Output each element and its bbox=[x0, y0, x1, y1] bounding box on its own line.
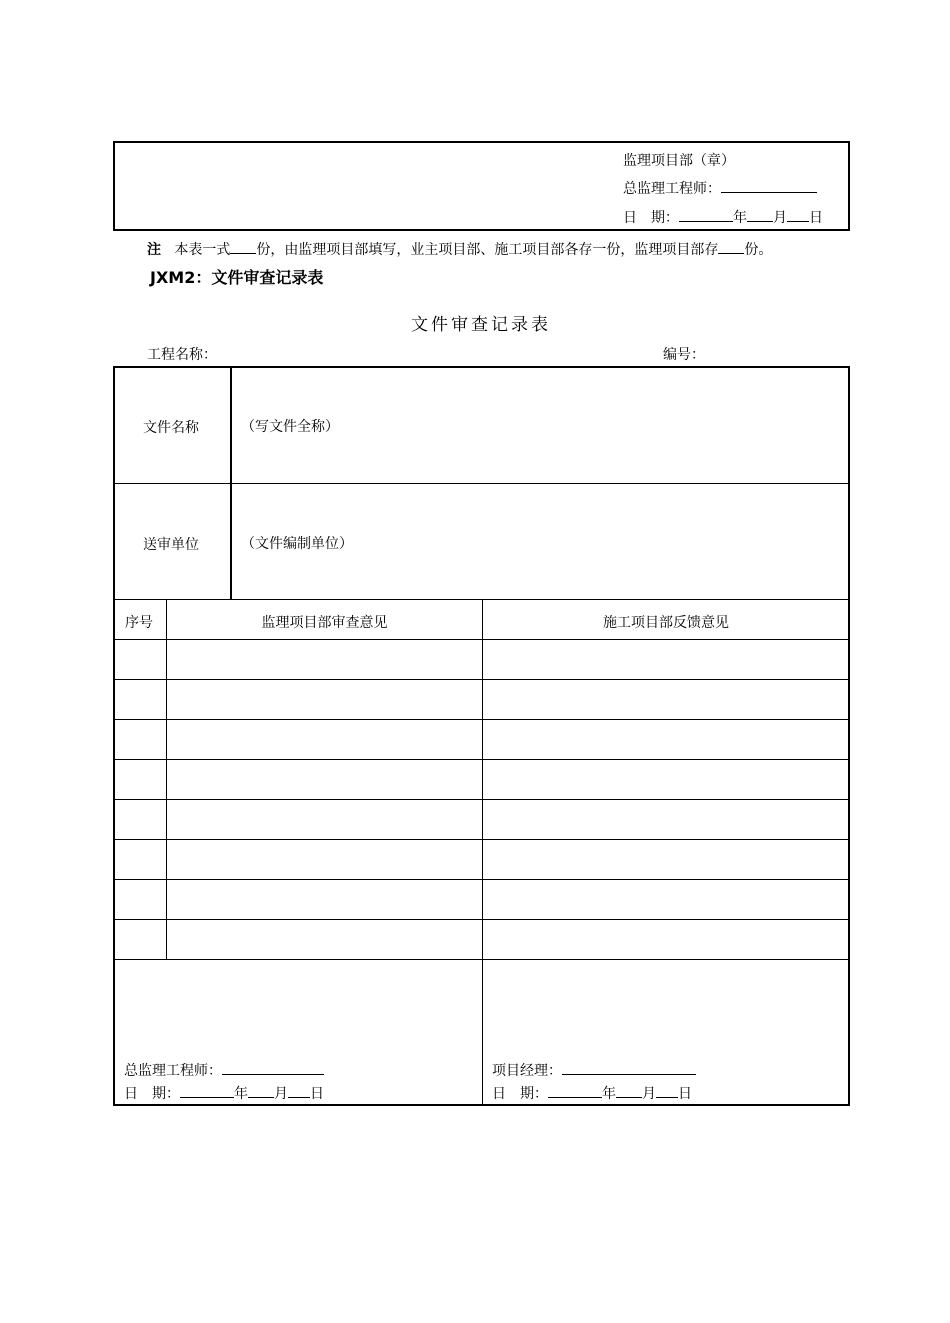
note-text-b: 份，由监理项目部填写，业主项目部、施工项目部各存一份，监理项目部存 bbox=[256, 242, 719, 258]
table-row[interactable] bbox=[115, 920, 848, 959]
chief-engineer-blank[interactable] bbox=[721, 178, 817, 193]
left-year-blank[interactable] bbox=[180, 1083, 234, 1098]
left-day-blank[interactable] bbox=[288, 1083, 310, 1098]
file-name-label: 文件名称 bbox=[143, 420, 199, 436]
note-keep-blank[interactable] bbox=[718, 239, 744, 254]
header-construction-feedback: 施工项目部反馈意见 bbox=[603, 615, 729, 631]
table-row[interactable] bbox=[115, 800, 848, 839]
right-year-blank[interactable] bbox=[548, 1083, 602, 1098]
left-month-blank[interactable] bbox=[248, 1083, 274, 1098]
form-code-heading: JXM2：文件审查记录表 bbox=[150, 268, 324, 287]
chief-engineer-sign-label: 总监理工程师： bbox=[124, 1063, 222, 1079]
top-month-label: 月 bbox=[773, 210, 787, 226]
right-date-label: 日 期： bbox=[492, 1086, 548, 1102]
table-row[interactable] bbox=[115, 720, 848, 759]
chief-engineer-text: 总监理工程师： bbox=[623, 181, 721, 197]
note-label: 注 bbox=[147, 242, 161, 258]
serial-no-label: 编号： bbox=[663, 347, 705, 363]
top-date-line bbox=[623, 207, 823, 227]
label-column-divider bbox=[230, 366, 232, 599]
table-row[interactable] bbox=[115, 760, 848, 799]
header-supervision-opinion: 监理项目部审查意见 bbox=[261, 615, 388, 631]
right-day-blank[interactable] bbox=[656, 1083, 678, 1098]
top-year-label: 年 bbox=[733, 210, 747, 226]
top-day-label: 日 bbox=[809, 210, 823, 226]
left-day-label: 日 bbox=[310, 1086, 324, 1102]
form-title: 文件审查记录表 bbox=[411, 315, 551, 335]
submit-unit-label: 送审单位 bbox=[143, 537, 199, 553]
top-day-blank[interactable] bbox=[787, 207, 809, 222]
header-serial: 序号 bbox=[125, 615, 153, 631]
note-copies-blank[interactable] bbox=[230, 239, 256, 254]
left-month-label: 月 bbox=[274, 1086, 288, 1102]
right-month-label: 月 bbox=[642, 1086, 656, 1102]
chief-engineer-sign-blank[interactable] bbox=[222, 1060, 324, 1075]
top-date-label: 日 期： bbox=[623, 210, 679, 226]
project-name-label: 工程名称： bbox=[147, 347, 217, 363]
right-year-label: 年 bbox=[602, 1086, 616, 1102]
project-manager-sign-label: 项目经理： bbox=[492, 1063, 562, 1079]
top-year-blank[interactable] bbox=[679, 207, 733, 222]
note-text-a: 本表一式 bbox=[174, 242, 231, 258]
submit-unit-input[interactable]: （文件编制单位） bbox=[241, 536, 353, 552]
note-line bbox=[147, 239, 772, 259]
left-year-label: 年 bbox=[234, 1086, 248, 1102]
right-date-line bbox=[492, 1083, 692, 1103]
file-name-input[interactable]: （写文件全称） bbox=[241, 419, 339, 435]
row-divider bbox=[113, 483, 850, 484]
left-signature-line bbox=[124, 1060, 324, 1080]
right-day-label: 日 bbox=[678, 1086, 692, 1102]
table-row[interactable] bbox=[115, 880, 848, 919]
chief-engineer-label bbox=[623, 178, 817, 198]
left-date-label: 日 期： bbox=[124, 1086, 180, 1102]
dept-seal-label: 监理项目部（章） bbox=[623, 153, 735, 169]
right-signature-line bbox=[492, 1060, 696, 1080]
right-month-blank[interactable] bbox=[616, 1083, 642, 1098]
left-date-line bbox=[124, 1083, 324, 1103]
table-row[interactable] bbox=[115, 840, 848, 879]
top-month-blank[interactable] bbox=[747, 207, 773, 222]
table-row[interactable] bbox=[115, 680, 848, 719]
table-row[interactable] bbox=[115, 640, 848, 679]
note-text-c: 份。 bbox=[744, 242, 773, 258]
project-manager-sign-blank[interactable] bbox=[562, 1060, 696, 1075]
